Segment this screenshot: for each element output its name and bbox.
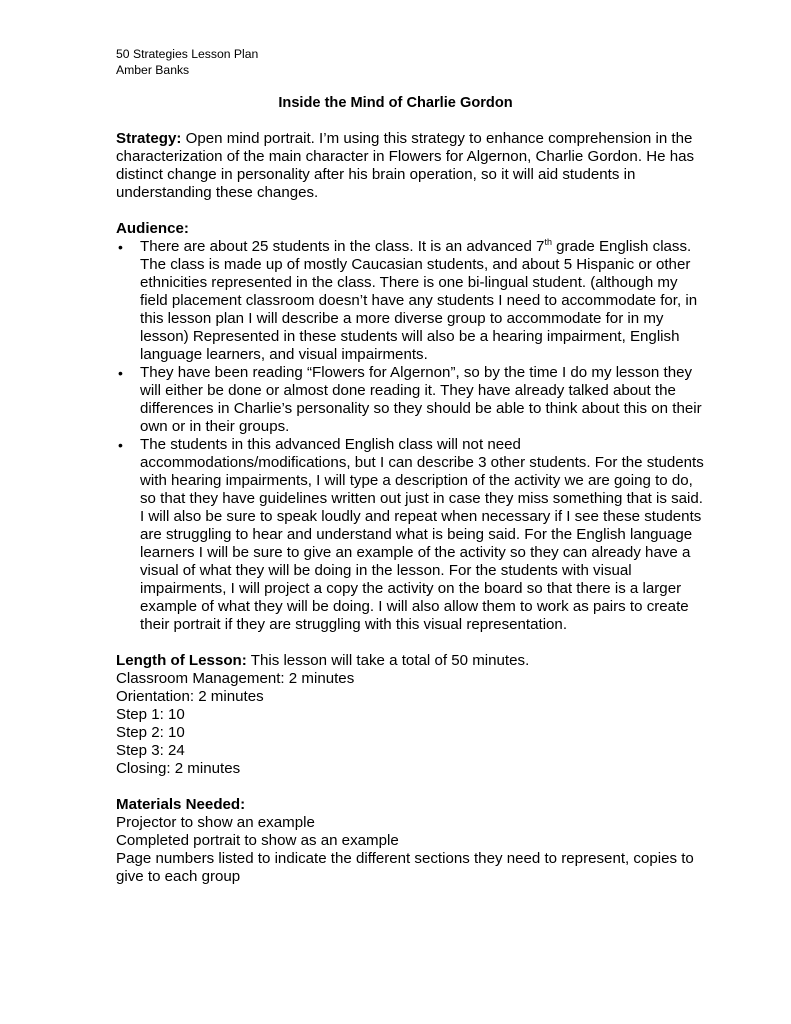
audience-bullet-1: • There are about 25 students in the class. It is an advanced 7th grade English class. The class is made up of mostly Caucasian students, and about 5 Hispanic or other ethnicities represented in the class. There is one bi-lingual student. (although my field placement classroom doesn’t have any students I need to accommodate for, in this lesson plan I will describe a more diverse group to accommodate for in my lesson) Represented in these students will also be a hearing impairment, English language learners, and visual impairments. (116, 238, 706, 364)
length-line-1: Classroom Management: 2 minutes (116, 670, 355, 687)
materials-line-3: Page numbers listed to indicate the different sections they need to represent, copies to give to each group (116, 850, 694, 885)
length-line-2: Orientation: 2 minutes (116, 688, 264, 705)
length-line-5: Step 3: 24 (116, 742, 185, 759)
audience-list (116, 238, 706, 634)
header-course: 50 Strategies Lesson Plan (116, 47, 259, 61)
strategy-label: Strategy: (116, 130, 182, 147)
audience-bullet-2: • They have been reading “Flowers for Algernon”, so by the time I do my lesson they will either be done or almost done reading it. They have already talked about the differences in Charlie’s personality so they should be able to think about this on their own or in their groups. (116, 364, 706, 436)
audience-label: Audience: (116, 220, 189, 237)
length-text: This lesson will take a total of 50 minutes. (246, 652, 530, 669)
strategy-paragraph (116, 130, 706, 202)
document-body (116, 130, 706, 886)
audience-heading (116, 220, 706, 238)
materials-line-1: Projector to show an example (116, 814, 315, 831)
length-line-6: Closing: 2 minutes (116, 760, 241, 777)
length-line-4: Step 2: 10 (116, 724, 185, 741)
length-label: Length of Lesson: (116, 652, 247, 669)
materials-heading (116, 796, 706, 814)
document-title: Inside the Mind of Charlie Gordon (278, 95, 513, 111)
page-header (116, 46, 258, 78)
length-line-3: Step 1: 10 (116, 706, 185, 723)
length-paragraph (116, 652, 706, 670)
materials-label: Materials Needed: (116, 796, 246, 813)
header-author: Amber Banks (116, 63, 190, 77)
audience-bullet-3: • The students in this advanced English class will not need accommodations/modifications, but I can describe 3 other students. For the students with hearing impairments, I will type a description of the activity we are going to do, so that they have guidelines written out just in case they miss something that is said. I will also be sure to speak loudly and repeat when necessary if I see these students are struggling to hear and understand what is being said. For the English language learners I will be sure to give an example of the activity so they can already have a visual of what they will be doing in the lesson. For the students with visual impairments, I will project a copy the activity on the board so that there is a larger example of what they will be doing. I will also allow them to work as pairs to create their portrait if they are struggling with this visual representation. (116, 436, 706, 634)
strategy-text: Open mind portrait. I’m using this strategy to enhance comprehension in the characterization of the main character in Flowers for Algernon, Charlie Gordon. He has distinct change in personality after his brain operation, so it will aid students in understanding these changes. (116, 130, 695, 201)
materials-line-2: Completed portrait to show as an example (116, 832, 399, 849)
